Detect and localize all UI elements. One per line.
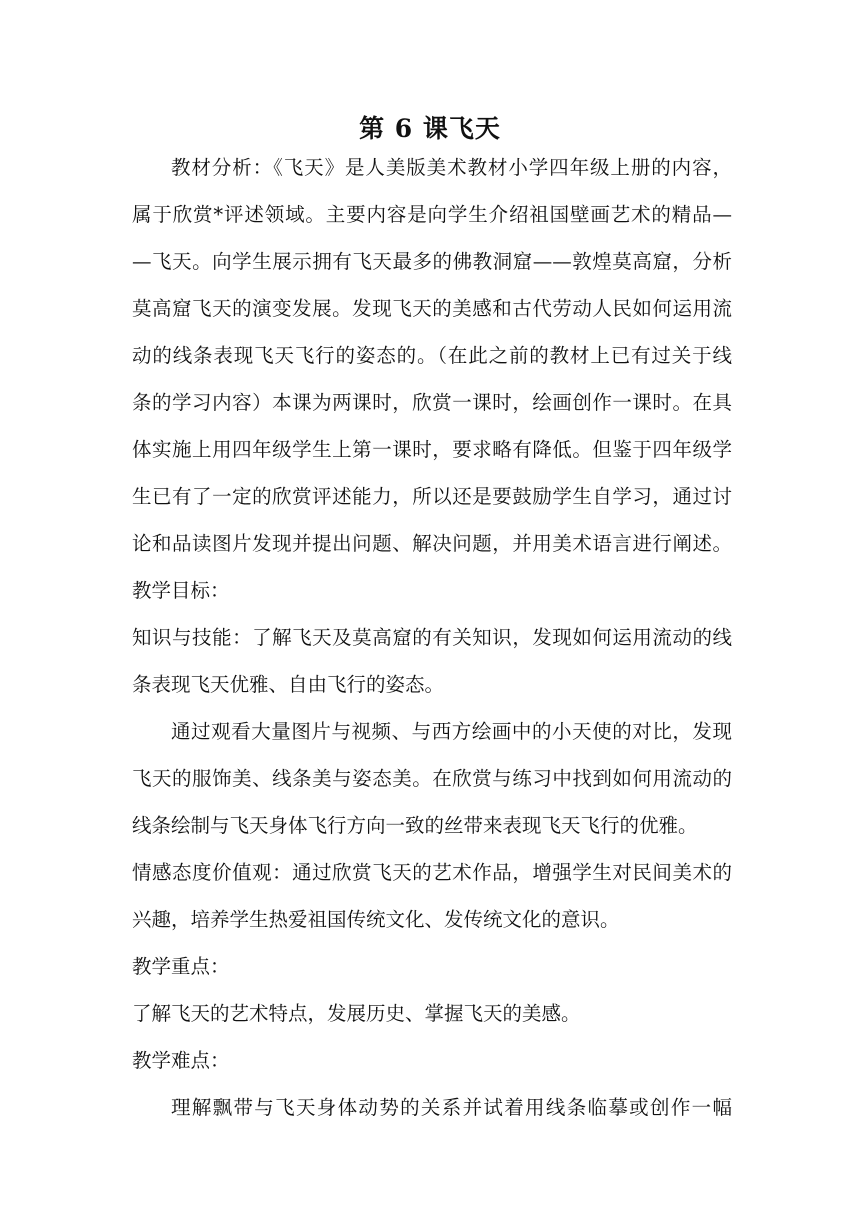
paragraph-line: 教材分析：《飞天》是人美版美术教材小学四年级上册的内容， <box>171 156 732 179</box>
paragraph-line: 知识与技能：了解飞天及莫高窟的有关知识，发现如何运用流动的线 <box>132 626 732 649</box>
section-heading-objectives: 教学目标： <box>132 579 230 602</box>
paragraph-line: 动的线条表现飞天飞行的姿态的。（在此之前的教材上已有过关于线 <box>132 344 732 367</box>
section-heading-key-points: 教学重点： <box>132 955 230 978</box>
paragraph-line: 兴趣，培养学生热爱祖国传统文化、发传统文化的意识。 <box>132 908 620 931</box>
paragraph-line: 论和品读图片发现并提出问题、解决问题，并用美术语言进行阐述。 <box>132 532 732 555</box>
paragraph-line: 条表现飞天优雅、自由飞行的姿态。 <box>132 673 445 696</box>
paragraph-line: 通过观看大量图片与视频、与西方绘画中的小天使的对比，发现 <box>171 720 732 743</box>
paragraph-line: 线条绘制与飞天身体飞行方向一致的丝带来表现飞天飞行的优雅。 <box>132 814 698 837</box>
paragraph-line: —飞天。向学生展示拥有飞天最多的佛教洞窟——敦煌莫高窟，分析 <box>132 250 732 273</box>
paragraph-line: 理解飘带与飞天身体动势的关系并试着用线条临摹或创作一幅 <box>171 1096 732 1119</box>
paragraph-line: 条的学习内容）本课为两课时，欣赏一课时，绘画创作一课时。在具 <box>132 391 732 414</box>
paragraph-line: 生已有了一定的欣赏评述能力，所以还是要鼓励学生自学习，通过讨 <box>132 485 732 508</box>
section-heading-difficulties: 教学难点： <box>132 1049 230 1072</box>
lesson-title: 第 6 课飞天 <box>359 114 501 143</box>
paragraph-line: 莫高窟飞天的演变发展。发现飞天的美感和古代劳动人民如何运用流 <box>132 297 732 320</box>
paragraph-line: 了解飞天的艺术特点，发展历史、掌握飞天的美感。 <box>132 1002 581 1025</box>
paragraph-line: 属于欣赏*评述领域。主要内容是向学生介绍祖国壁画艺术的精品— <box>132 203 732 226</box>
paragraph-line: 情感态度价值观：通过欣赏飞天的艺术作品，增强学生对民间美术的 <box>132 861 732 884</box>
paragraph-line: 飞天的服饰美、线条美与姿态美。在欣赏与练习中找到如何用流动的 <box>132 767 732 790</box>
paragraph-line: 体实施上用四年级学生上第一课时，要求略有降低。但鉴于四年级学 <box>132 438 732 461</box>
